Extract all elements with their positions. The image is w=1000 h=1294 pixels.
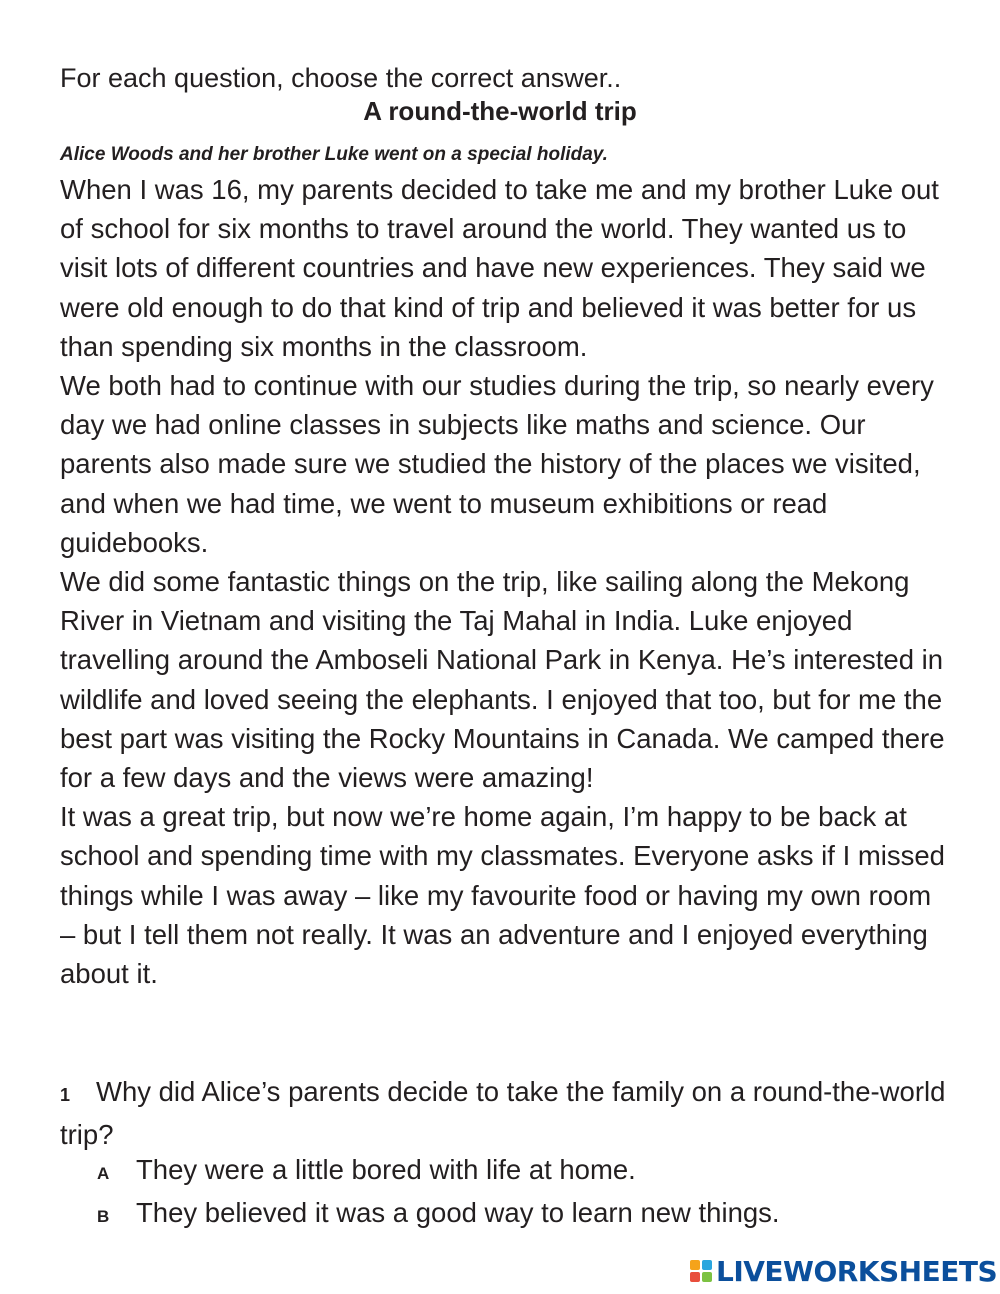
logo-text: LIVEWORKSHEETS [716, 1254, 998, 1288]
option-text: They believed it was a good way to learn new things. [136, 1197, 780, 1229]
article-body [60, 170, 950, 993]
paragraph-1: When I was 16, my parents decided to take me and my brother Luke out of school for six months to travel around the world. They wanted us to visit lots of different countries and have new experiences. They said we were old enough to do that kind of trip and believed it was better for us than spending six months in the classroom. [60, 174, 939, 362]
paragraph-3: We did some fantastic things on the trip, like sailing along the Mekong River in Vietnam and visiting the Taj Mahal in India. Luke enjoyed travelling around the Amboseli National Park in Kenya. He’s interested in wildlife and loved seeing the elephants. I enjoyed that too, but for me the best part was visiting the Rocky Mountains in Canada. We camped there for a few days and the views were amazing! [60, 566, 945, 794]
option-b[interactable] [97, 1193, 957, 1236]
article-title: A round-the-world trip [363, 96, 637, 126]
logo-grid-icon [690, 1260, 712, 1282]
option-text: They were a little bored with life at home. [136, 1154, 636, 1185]
liveworksheets-logo [690, 1255, 997, 1287]
paragraph-4: It was a great trip, but now we’re home again, I’m happy to be back at school and spending time with my classmates. Everyone asks if I missed things while I was away – like my favourite food or having my own room – but I tell them not really. It was an adventure and I enjoyed everything about it. [60, 801, 945, 990]
question-number: 1 [60, 1085, 71, 1105]
question-text: Why did Alice’s parents decide to take the family on a round-the-world trip? [60, 1076, 946, 1151]
option-letter: B [97, 1207, 110, 1227]
answer-options [97, 1150, 957, 1236]
article-intro: Alice Woods and her brother Luke went on a special holiday. [60, 144, 608, 165]
paragraph-2: We both had to continue with our studies during the trip, so nearly every day we had online classes in subjects like maths and science. Our parents also made sure we studied the history of the places we visited, and when we had time, we went to museum exhibitions or read guidebooks. [60, 370, 934, 558]
question-1 [60, 1072, 950, 1154]
instruction-text: For each question, choose the correct answer.. [60, 63, 622, 93]
option-letter: A [97, 1164, 110, 1183]
option-a[interactable] [97, 1150, 957, 1193]
